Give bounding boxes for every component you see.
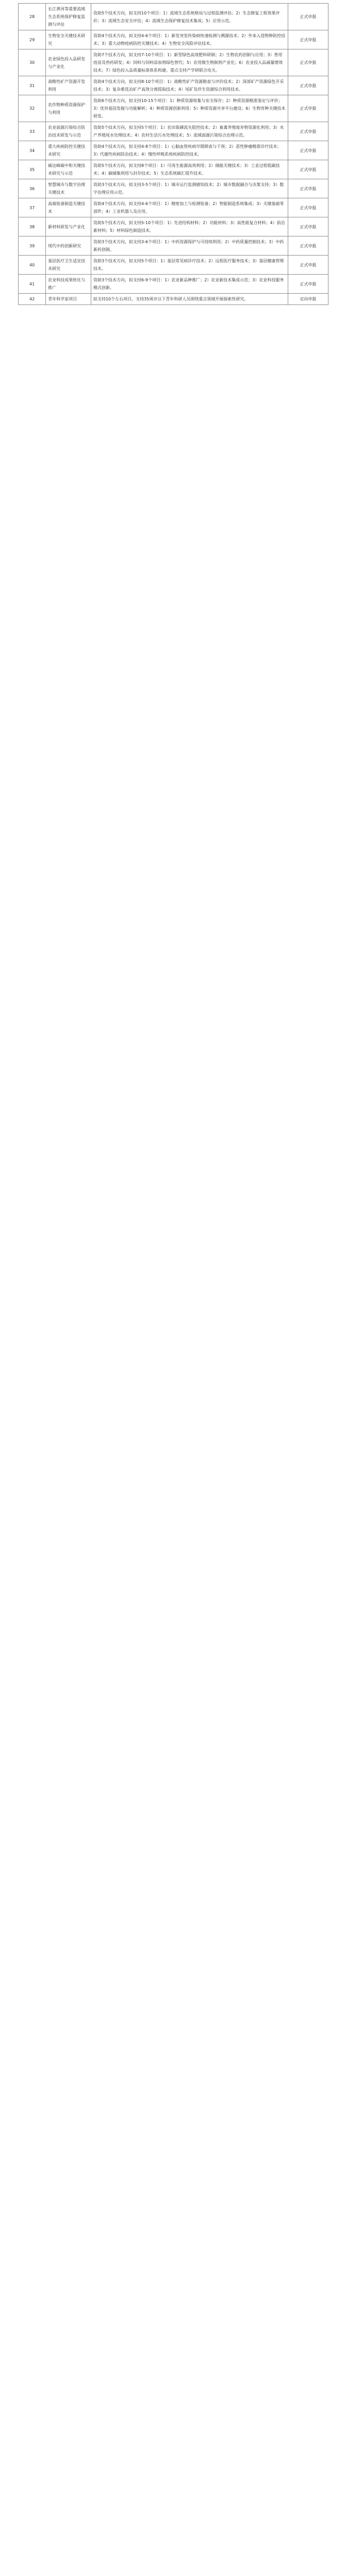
row-mode: 正式申报 — [288, 95, 328, 122]
row-seq: 32 — [19, 95, 46, 122]
row-direction: 长江黄河等重要流域生态系统保护修复监测与评估 — [46, 4, 91, 30]
row-mode: 正式申报 — [288, 49, 328, 76]
row-direction: 基层医疗卫生适宜技术研究 — [46, 256, 91, 275]
project-guide-table — [18, 3, 328, 305]
row-seq: 37 — [19, 198, 46, 217]
row-content: 资助7个技术方向，拟支持7-10个项目：1）新型绿色高效肥料研制；2）生物农药创制与应用；3）兽用疫苗及兽药研发；4）饲料与饲料添加剂绿色替代；5）农用微生物制剂产业化；6）农业投入品减量增效技术；7）绿色投入品质量标准体系构建。重点支持产学研联合攻关。 — [91, 49, 288, 76]
row-mode: 正式申报 — [288, 122, 328, 141]
row-mode: 正式申报 — [288, 179, 328, 198]
row-mode: 正式申报 — [288, 141, 328, 160]
row-mode: 正式申报 — [288, 236, 328, 256]
row-seq: 36 — [19, 179, 46, 198]
row-content: 资助3个技术方向，拟支持5个项目：1）基层常见病诊疗技术；2）远程医疗服务技术；3）基层健康管理技术。 — [91, 256, 288, 275]
row-mode: 正式申报 — [288, 275, 328, 294]
row-content: 资助5个技术方向，拟支持8个项目：1）可再生能源高效利用；2）储能关键技术；3）工业过程低碳技术；4）碳捕集利用与封存技术；5）生态系统碳汇提升技术。 — [91, 160, 288, 179]
row-seq: 30 — [19, 49, 46, 76]
row-direction: 现代中药创新研究 — [46, 236, 91, 256]
row-mode: 正式申报 — [288, 160, 328, 179]
row-direction: 农作物种质资源保护与利用 — [46, 95, 91, 122]
row-direction: 青年科学家项目 — [46, 294, 91, 305]
row-seq: 34 — [19, 141, 46, 160]
row-seq: 35 — [19, 160, 46, 179]
row-mode: 正式申报 — [288, 198, 328, 217]
row-direction: 农业科技成果转化与推广 — [46, 275, 91, 294]
row-seq: 38 — [19, 217, 46, 236]
row-direction: 农业面源污染综合防治技术研发与示范 — [46, 122, 91, 141]
row-content: 资助5个技术方向，拟支持10个项目：1）流域生态系统格局与过程监测评估；2）生态修复工程效果评价；3）流域生态安全评估；4）流域生态保护修复技术集成；5）应用示范。 — [91, 4, 288, 30]
row-direction: 生物安全关键技术研究 — [46, 30, 91, 49]
row-mode: 定向申报 — [288, 294, 328, 305]
row-content: 资助5个技术方向，拟支持5个项目：1）农田氮磷流失阻控技术；2）畜禽养殖废弃物资源化利用；3）水产养殖尾水处理技术；4）农村生活污水处理技术；5）流域面源污染综合治理示范。 — [91, 122, 288, 141]
row-content: 资助3个技术方向，拟支持3-5个项目：1）城市运行监测感知技术；2）城市数据融合与决策支持；3）数字治理应用示范。 — [91, 179, 288, 198]
row-content: 资助4个技术方向，拟支持8-10个项目：1）战略性矿产资源勘查与评价技术；2）深部矿产资源绿色开采技术；3）复杂难选冶矿产高效分离提取技术；4）尾矿及伴生资源综合利用技术。 — [91, 76, 288, 95]
row-seq: 29 — [19, 30, 46, 49]
row-direction: 新材料研发与产业化 — [46, 217, 91, 236]
row-direction: 重大疾病防控关键技术研究 — [46, 141, 91, 160]
row-seq: 31 — [19, 76, 46, 95]
row-seq: 40 — [19, 256, 46, 275]
row-seq: 41 — [19, 275, 46, 294]
row-mode: 正式申报 — [288, 76, 328, 95]
row-seq: 39 — [19, 236, 46, 256]
row-direction: 碳达峰碳中和关键技术研究与示范 — [46, 160, 91, 179]
row-seq: 28 — [19, 4, 46, 30]
row-content: 资助6个技术方向，拟支持10-15个项目：1）种质资源收集与安全保存；2）种质资源精准鉴定与评价；3）优异基因发掘与功能解析；4）种质资源创新利用；5）种质资源共享平台建设；6）生物育种关键技术研发。 — [91, 95, 288, 122]
row-content: 资助4个技术方向，拟支持4-8个项目：1）心脑血管疾病早期筛查与干预；2）恶性肿瘤精准诊疗技术；3）代谢性疾病防治技术；4）慢性呼吸系统疾病防控技术。 — [91, 141, 288, 160]
row-mode: 正式申报 — [288, 217, 328, 236]
row-direction: 智慧城市与数字治理关键技术 — [46, 179, 91, 198]
row-direction: 战略性矿产资源开发利用 — [46, 76, 91, 95]
row-seq: 42 — [19, 294, 46, 305]
row-mode: 正式申报 — [288, 4, 328, 30]
row-content: 资助5个技术方向，拟支持5-10个项目：1）先进结构材料；2）功能材料；3）高性能复合材料；4）前沿新材料；5）材料绿色制造技术。 — [91, 217, 288, 236]
row-seq: 33 — [19, 122, 46, 141]
row-content: 资助3个技术方向，拟支持3-6个项目：1）中药资源保护与可持续利用；2）中药质量控制技术；3）中药新药创制。 — [91, 236, 288, 256]
row-content: 资助4个技术方向，拟支持4-6个项目：1）新发突发传染病快速检测与溯源技术；2）外来入侵物种防控技术；3）重大动物疫病防控关键技术；4）生物安全风险评估技术。 — [91, 30, 288, 49]
row-direction: 农业绿色投入品研发与产业化 — [46, 49, 91, 76]
row-mode: 正式申报 — [288, 256, 328, 275]
row-content: 资助4个技术方向，拟支持4-6个项目：1）精密加工与检测装备；2）智能制造系统集成；3）关键基础零部件；4）工业机器人及应用。 — [91, 198, 288, 217]
row-mode: 正式申报 — [288, 30, 328, 49]
row-content: 拟支持10个左右项目，支持35周岁以下青年科研人员围绕重点领域开展探索性研究。 — [91, 294, 288, 305]
row-direction: 高端装备制造关键技术 — [46, 198, 91, 217]
row-content: 资助3个技术方向，拟支持6-9个项目：1）农业新品种推广；2）农业新技术集成示范；3）农业科技服务模式创新。 — [91, 275, 288, 294]
